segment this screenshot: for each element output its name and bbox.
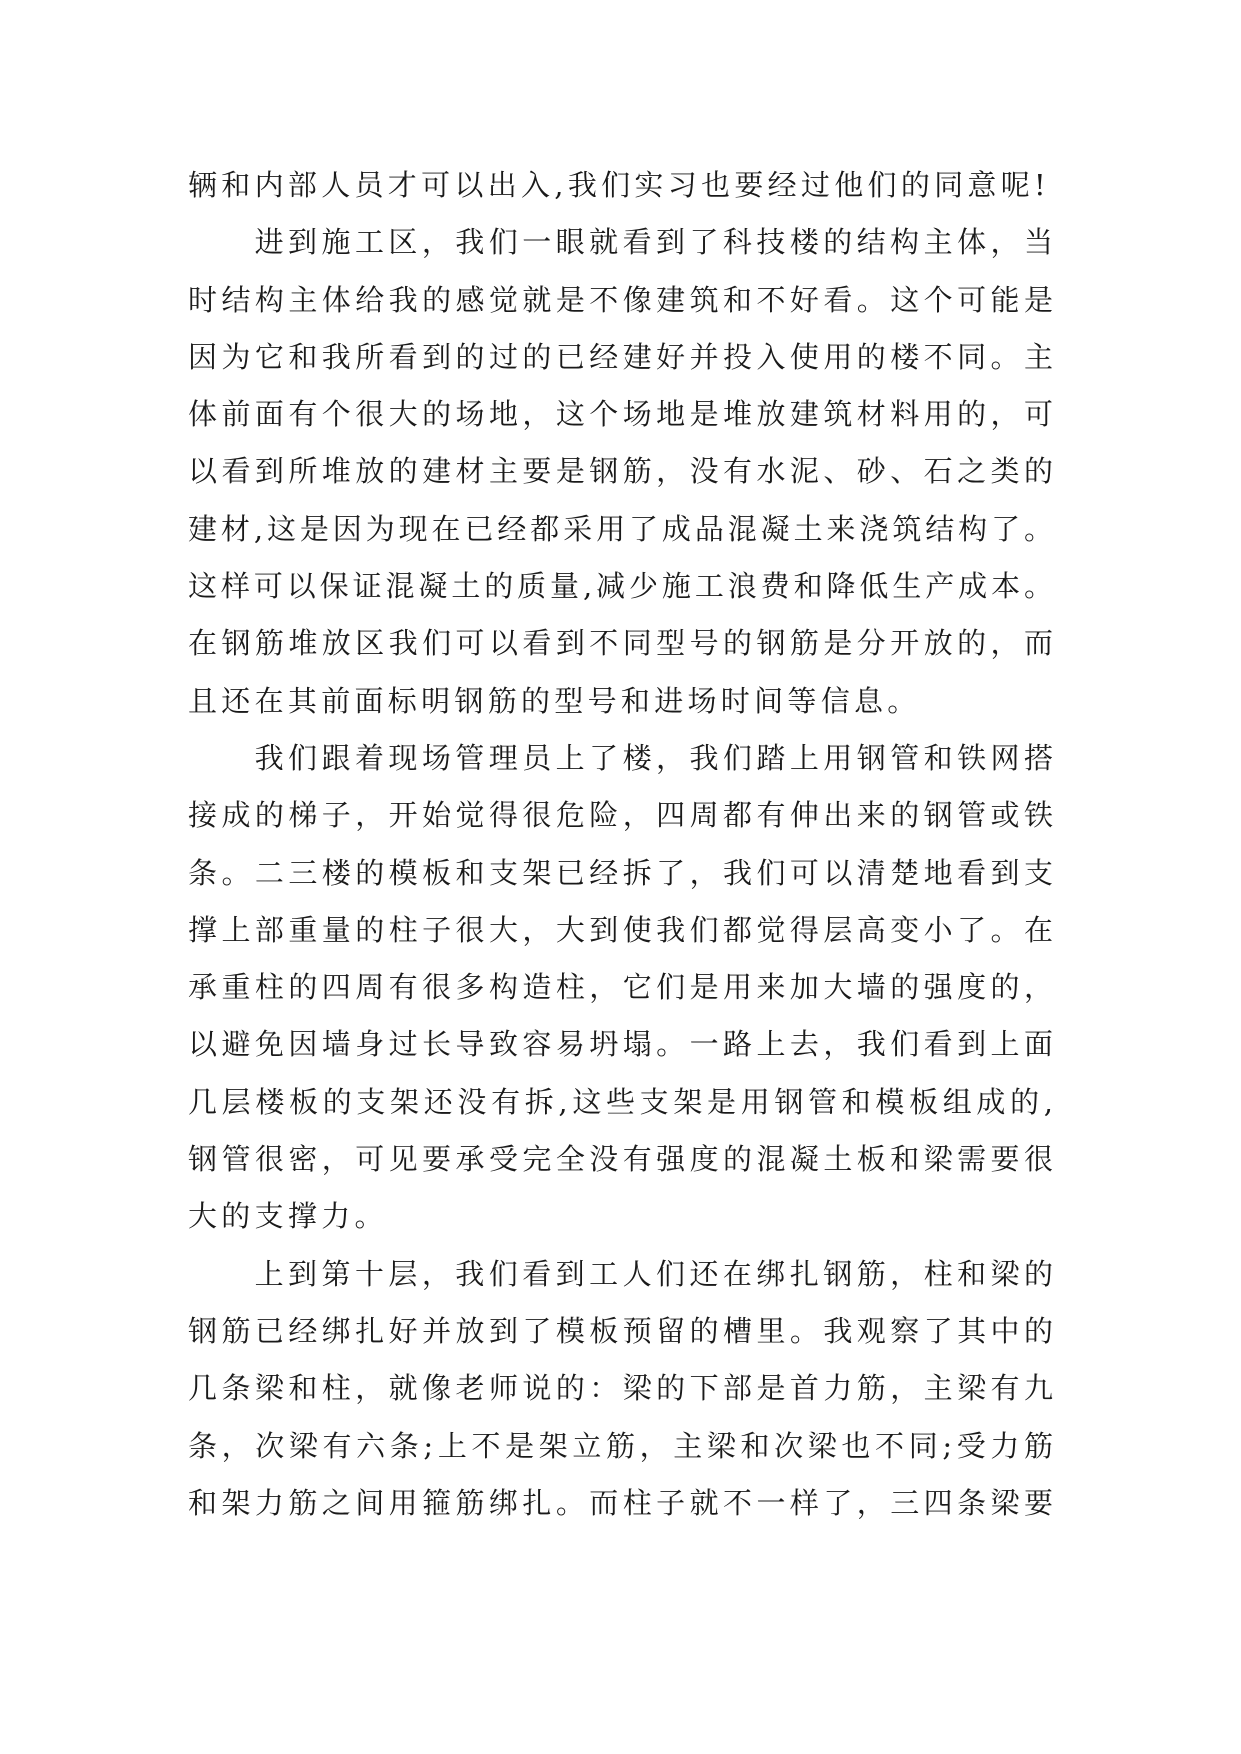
text-line: 时结构主体给我的感觉就是不像建筑和不好看。这个可能是 xyxy=(188,282,1053,317)
text-line: 因为它和我所看到的过的已经建好并投入使用的楼不同。主 xyxy=(188,339,1053,374)
document-page xyxy=(188,157,1053,1532)
text-line: 承重柱的四周有很多构造柱，它们是用来加大墙的强度的， xyxy=(188,970,1053,1005)
paragraph xyxy=(188,214,1053,730)
text-line: 几条梁和柱，就像老师说的：梁的下部是首力筋，主梁有九 xyxy=(188,1371,1053,1406)
text-line: 钢管很密，可见要承受完全没有强度的混凝土板和梁需要很 xyxy=(188,1142,1053,1177)
text-line: 以避免因墙身过长导致容易坍塌。一路上去，我们看到上面 xyxy=(188,1027,1053,1062)
paragraph xyxy=(188,157,1053,214)
text-line: 进到施工区，我们一眼就看到了科技楼的结构主体，当 xyxy=(254,225,1053,260)
text-line: 以看到所堆放的建材主要是钢筋，没有水泥、砂、石之类的 xyxy=(188,454,1053,489)
text-line: 和架力筋之间用箍筋绑扎。而柱子就不一样了，三四条梁要 xyxy=(188,1485,1053,1520)
text-line: 条。二三楼的模板和支架已经拆了，我们可以清楚地看到支 xyxy=(188,855,1053,890)
paragraph xyxy=(188,730,1053,1246)
text-line: 建材,这是因为现在已经都采用了成品混凝土来浇筑结构了。 xyxy=(188,511,1053,546)
text-line: 大的支撑力。 xyxy=(188,1199,388,1234)
text-line: 条，次梁有六条;上不是架立筋，主梁和次梁也不同;受力筋 xyxy=(188,1428,1053,1463)
text-line: 且还在其前面标明钢筋的型号和进场时间等信息。 xyxy=(188,683,921,718)
text-line: 撑上部重量的柱子很大，大到使我们都觉得层高变小了。在 xyxy=(188,912,1053,947)
text-line: 上到第十层，我们看到工人们还在绑扎钢筋，柱和梁的 xyxy=(254,1256,1053,1291)
text-line: 这样可以保证混凝土的质量,减少施工浪费和降低生产成本。 xyxy=(188,569,1053,604)
text-line: 辆和内部人员才可以出入,我们实习也要经过他们的同意呢! xyxy=(188,168,1050,202)
text-line: 钢筋已经绑扎好并放到了模板预留的槽里。我观察了其中的 xyxy=(188,1313,1053,1348)
text-line: 体前面有个很大的场地，这个场地是堆放建筑材料用的，可 xyxy=(188,397,1053,432)
text-line: 几层楼板的支架还没有拆,这些支架是用钢管和模板组成的, xyxy=(188,1084,1053,1119)
text-line: 接成的梯子，开始觉得很危险，四周都有伸出来的钢管或铁 xyxy=(188,798,1053,833)
text-line: 我们跟着现场管理员上了楼，我们踏上用钢管和铁网搭 xyxy=(254,740,1053,775)
text-line: 在钢筋堆放区我们可以看到不同型号的钢筋是分开放的，而 xyxy=(188,626,1053,661)
paragraph xyxy=(188,1246,1053,1532)
